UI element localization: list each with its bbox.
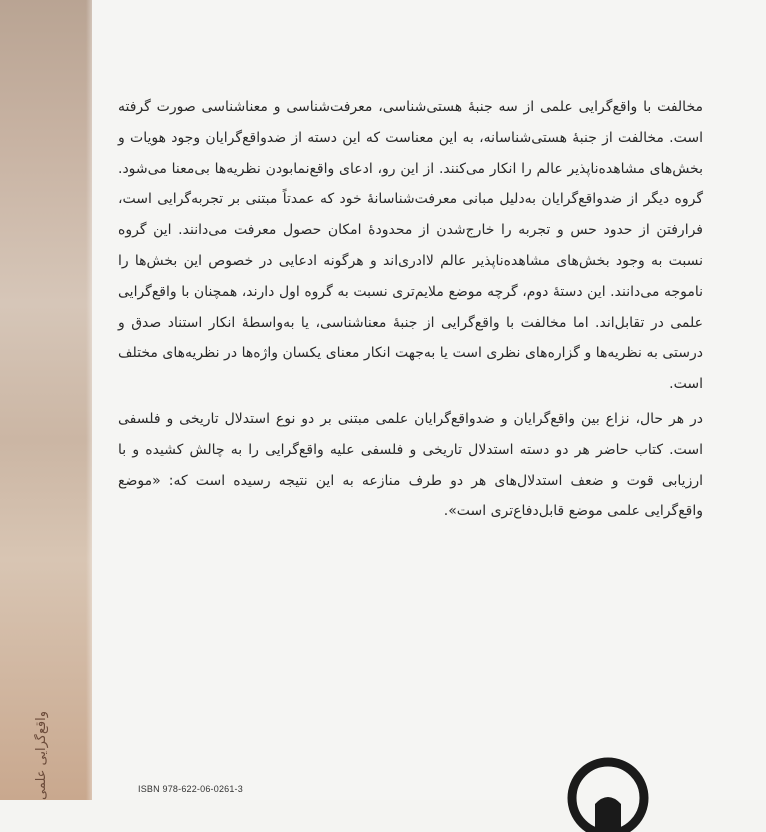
blurb-paragraph-1: مخالفت با واقع‌گرایی علمی از سه جنبهٔ هستی‌شناسی، معرفت‌شناسی و معناشناسی صورت گرفته است. مخالفت از جنبهٔ هستی‌شناسانه، به این معناست که این دسته از ضدواقع‌گرایان وجود هویات و بخش‌های مشاهده‌ناپذیر عالم را انکار می‌کنند. از این رو، ادعای واقع‌نمابودن نظریه‌ها بی‌معنا می‌شود. گروه دیگر از ضدواقع‌گرایان به‌دلیل مبانی معرفت‌شناسانهٔ خود که عمدتاً مبتنی بر تجربه‌گرایی است، فرارفتن از حدود حس و تجربه را خارج‌شدن از محدودهٔ امکان حصول معرفت می‌دانند. این گروه نسبت به وجود بخش‌های مشاهده‌ناپذیر عالم لاادری‌اند و هرگونه ادعایی در خصوص این بخش‌ها را ناموجه می‌دانند. این دستهٔ دوم، گرچه موضع ملایم‌تری نسبت به گروه اول دارند، همچنان با واقع‌گرایی علمی در تقابل‌اند. اما مخالفت با واقع‌گرایی از جنبهٔ معناشناسی، یا به‌واسطهٔ انکار استناد صدق و درستی به نظریه‌ها و گزاره‌های نظری است یا به‌جهت انکار معنای یکسان واژه‌ها در نظریه‌های مختلف است. — [118, 99, 703, 393]
blurb-paragraph-2: در هر حال، نزاع بین واقع‌گرایان و ضدواقع‌گرایان علمی مبتنی بر دو نوع استدلال تاریخی و فلسفی است. کتاب حاضر هر دو دسته استدلال تاریخی و فلسفی علیه واقع‌گرایی را به چالش کشیده و با ارزیابی قوت و ضعف استدلال‌های هر دو طرف منازعه به این نتیجه رسیده است که: «موضع واقع‌گرایی علمی موضع قابل‌دفاع‌تری است». — [118, 410, 703, 520]
isbn-number: ISBN 978-622-06-0261-3 — [138, 784, 243, 794]
book-spine — [0, 0, 92, 800]
publisher-logo-icon — [562, 752, 654, 832]
blurb-text — [118, 92, 703, 527]
spine-title: واقع‌گرایی علمی — [34, 711, 49, 800]
